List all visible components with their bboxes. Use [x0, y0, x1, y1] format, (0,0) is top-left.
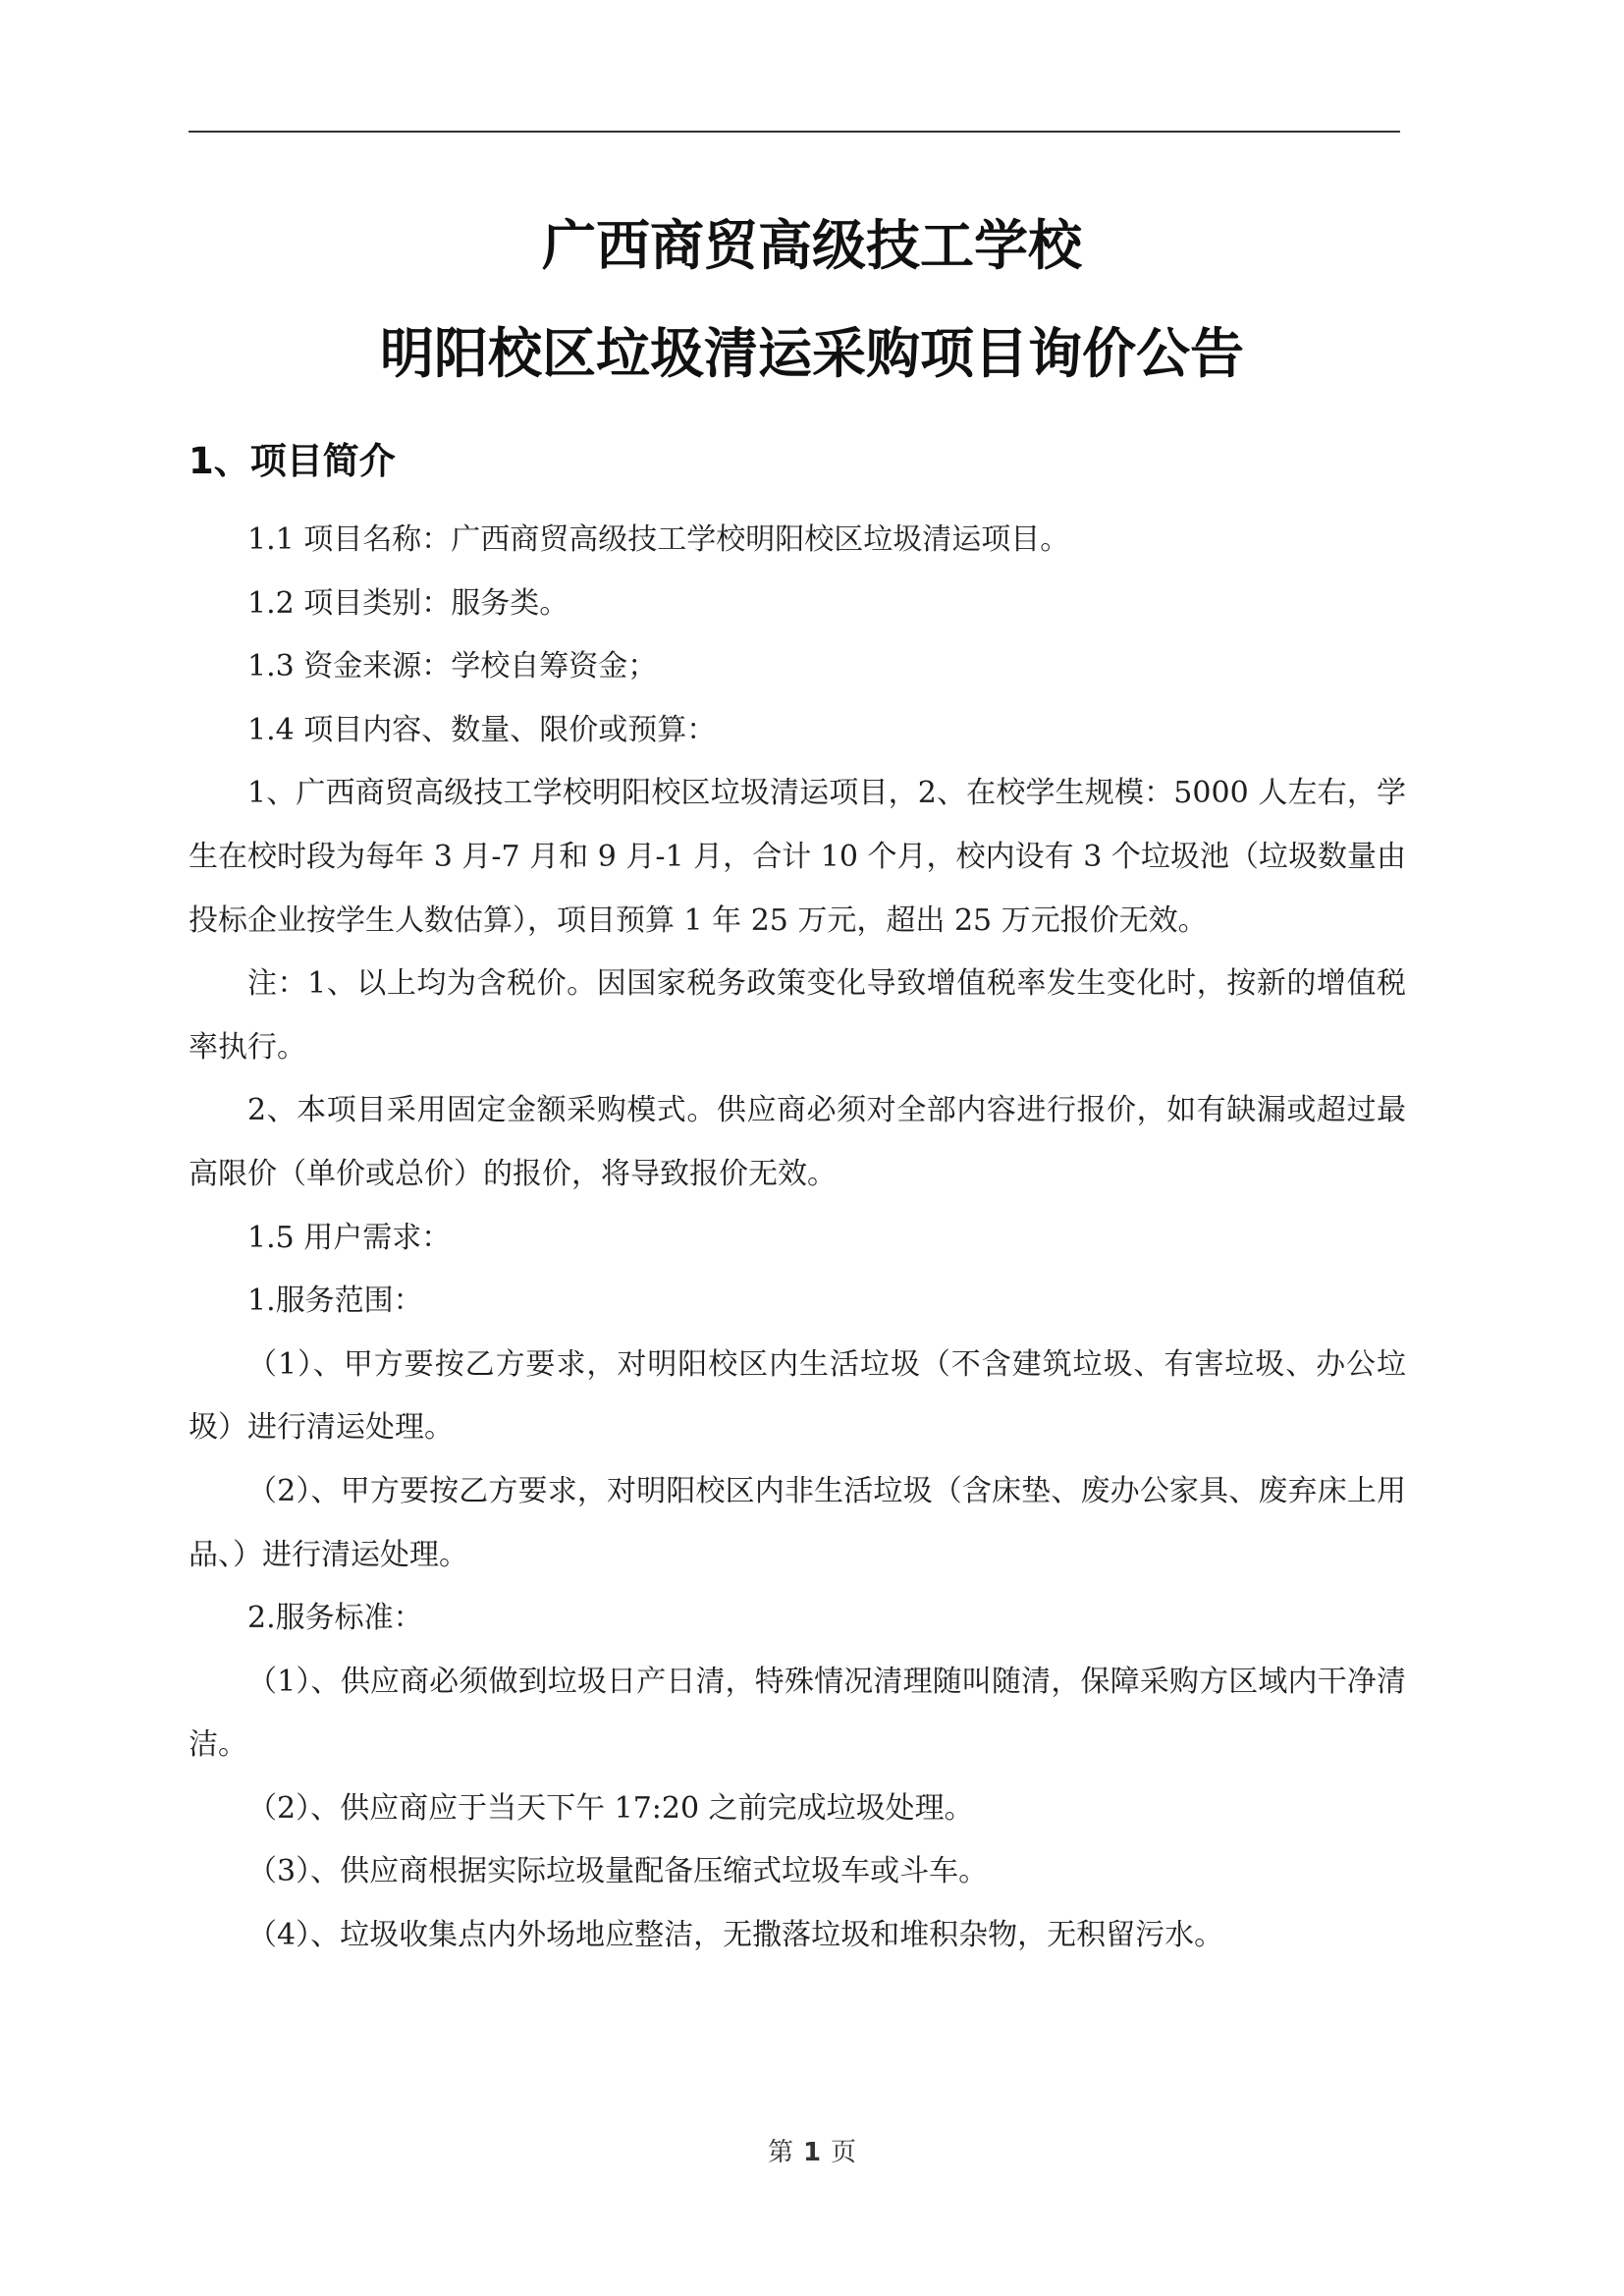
paragraph-project-category: 1.2 项目类别：服务类。 [247, 585, 569, 621]
paragraph-project-name: 1.1 项目名称：广西商贸高级技工学校明阳校区垃圾清运项目。 [247, 522, 1070, 557]
paragraph-service-scope-heading: 1.服务范围： [247, 1284, 423, 1319]
section-heading-project-intro: 1、项目简介 [189, 440, 396, 482]
document-title-line1: 广西商贸高级技工学校 [541, 214, 1082, 277]
paragraph-project-content: 1、广西商贸高级技工学校明阳校区垃圾清运项目，2、在校学生规模：5000 人左右，学生在校时段为每年 3 月-7 月和 9 月-1 月，合计 10 个月，校内设有 3 个垃圾池（垃圾数量由投标企业按学生人数估算），项目预算 1 年 25 万元，超出 25 万元报价无效。 [189, 776, 1406, 938]
paragraph-fixed-amount-mode: 2、本项目采用固定金额采购模式。供应商必须对全部内容进行报价，如有缺漏或超过最高限价（单价或总价）的报价，将导致报价无效。 [189, 1093, 1406, 1191]
page-number: 1 [802, 2138, 822, 2167]
paragraph-standard-item-1: （1）、供应商必须做到垃圾日产日清，特殊情况清理随叫随清，保障采购方区域内干净清洁。 [189, 1664, 1406, 1763]
document-title-line2: 明阳校区垃圾清运采购项目询价公告 [379, 322, 1244, 385]
document-body [189, 509, 1406, 1968]
page-footer [0, 2135, 1624, 2170]
paragraph-standard-item-3: （3）、供应商根据实际垃圾量配备压缩式垃圾车或斗车。 [247, 1854, 989, 1889]
paragraph-standard-item-2: （2）、供应商应于当天下午 17:20 之前完成垃圾处理。 [247, 1790, 974, 1826]
paragraph-user-requirements-heading: 1.5 用户需求： [247, 1220, 452, 1255]
paragraph-standard-item-4: （4）、垃圾收集点内外场地应整洁，无撒落垃圾和堆积杂物，无积留污水。 [247, 1918, 1224, 1953]
page-footer-suffix: 页 [831, 2138, 857, 2167]
page-footer-prefix: 第 [767, 2138, 793, 2167]
paragraph-funding-source: 1.3 资金来源：学校自筹资金； [247, 649, 658, 684]
paragraph-tax-note: 注：1、以上均为含税价。因国家税务政策变化导致增值税率发生变化时，按新的增值税率执行。 [189, 966, 1406, 1065]
paragraph-scope-item-2: （2）、甲方要按乙方要求，对明阳校区内非生活垃圾（含床垫、废办公家具、废弃床上用品、）进行清运处理。 [189, 1473, 1406, 1572]
paragraph-service-standard-heading: 2.服务标准： [247, 1601, 423, 1636]
header-rule [189, 131, 1400, 133]
paragraph-project-content-heading: 1.4 项目内容、数量、限价或预算： [247, 712, 717, 747]
paragraph-scope-item-1: （1）、甲方要按乙方要求，对明阳校区内生活垃圾（不含建筑垃圾、有害垃圾、办公垃圾）进行清运处理。 [189, 1346, 1406, 1446]
